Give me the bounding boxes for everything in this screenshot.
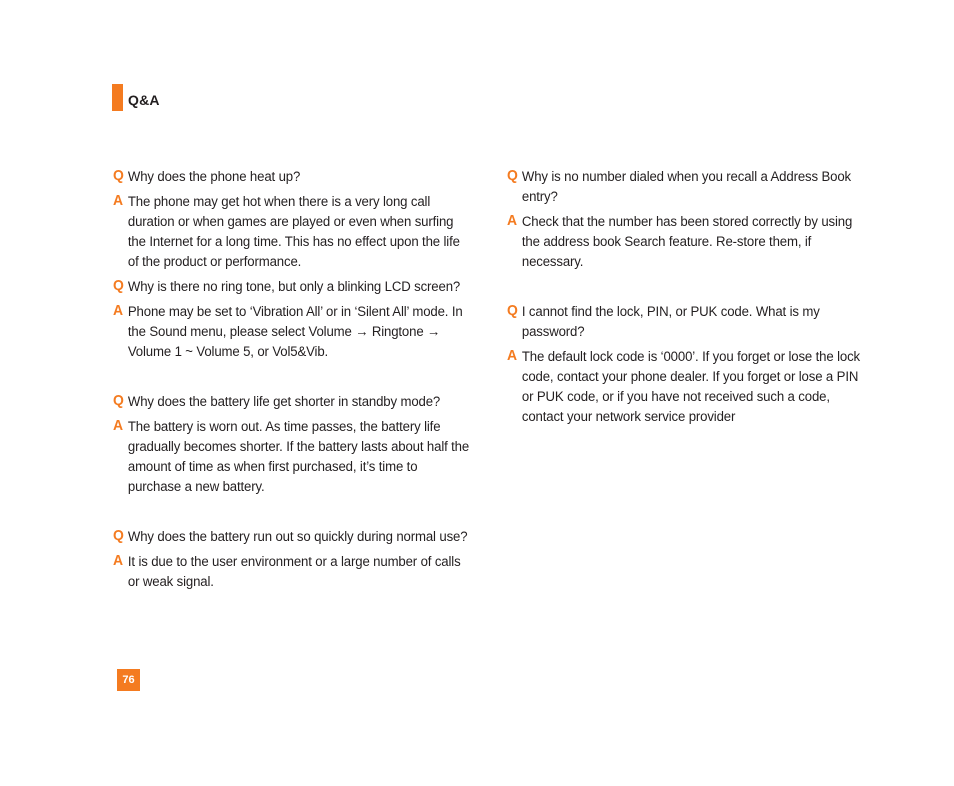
qa-item: [507, 167, 863, 272]
answer-marker: A: [113, 302, 123, 319]
answer: [113, 552, 472, 592]
question-text: Why is there no ring tone, but only a blinking LCD screen?: [127, 279, 461, 295]
answer: [113, 417, 472, 497]
answer-marker: A: [113, 192, 123, 209]
question-text: Why does the phone heat up?: [127, 169, 301, 185]
question: [507, 167, 866, 207]
question: [113, 167, 472, 187]
section-accent-bar: [112, 84, 123, 111]
answer-marker: A: [507, 212, 517, 229]
answer: [113, 192, 472, 272]
left-column: [113, 167, 469, 597]
question-marker: Q: [507, 167, 518, 184]
answer-marker: A: [113, 552, 123, 569]
question-text: Why does the battery run out so quickly during normal use?: [127, 529, 468, 545]
qa-item: [113, 527, 469, 592]
page-number: 76: [117, 669, 140, 691]
question-marker: Q: [113, 277, 124, 294]
answer-marker: A: [507, 347, 517, 364]
question-text: Why does the battery life get shorter in standby mode?: [127, 394, 441, 410]
qa-item: [113, 277, 469, 362]
question-text: Why is no number dialed when you recall a Address Book entry?: [521, 169, 851, 205]
section-title: Q&A: [128, 91, 160, 108]
answer-text: It is due to the user environment or a large number of calls or weak signal.: [127, 554, 461, 590]
question-marker: Q: [507, 302, 518, 319]
answer: [507, 347, 866, 427]
answer: [507, 212, 866, 272]
answer-text: The default lock code is ‘0000’. If you forget or lose the lock code, contact your phone dealer. If you forget or lose a PIN or PUK code, or if you have not received such a code, contact your network service provider: [521, 349, 861, 425]
question: [507, 302, 866, 342]
right-column: [507, 167, 863, 432]
qa-item: [113, 167, 469, 272]
question-marker: Q: [113, 392, 124, 409]
question: [113, 527, 472, 547]
answer-marker: A: [113, 417, 123, 434]
answer-text: The battery is worn out. As time passes, the battery life gradually becomes shorter. If the battery lasts about half the amount of time as when first purchased, it’s time to purchase a new battery.: [127, 419, 470, 495]
question-marker: Q: [113, 167, 124, 184]
section-header: [112, 84, 160, 111]
answer-text: Phone may be set to ‘Vibration All’ or in ‘Silent All’ mode. In the Sound menu, please select Volume → Ringtone → Volume 1 ~ Volume 5, or Vol5&Vib.: [127, 304, 463, 360]
answer-text: The phone may get hot when there is a very long call duration or when games are played or even when surfing the Internet for a long time. This has no effect upon the life of the product or performance.: [127, 194, 460, 270]
question-text: I cannot find the lock, PIN, or PUK code. What is my password?: [521, 304, 820, 340]
question-marker: Q: [113, 527, 124, 544]
qa-item: [507, 302, 863, 427]
answer-text: Check that the number has been stored correctly by using the address book Search feature. Re-store them, if necessary.: [521, 214, 853, 270]
answer: [113, 302, 472, 362]
qa-item: [113, 392, 469, 497]
question: [113, 392, 472, 412]
question: [113, 277, 472, 297]
